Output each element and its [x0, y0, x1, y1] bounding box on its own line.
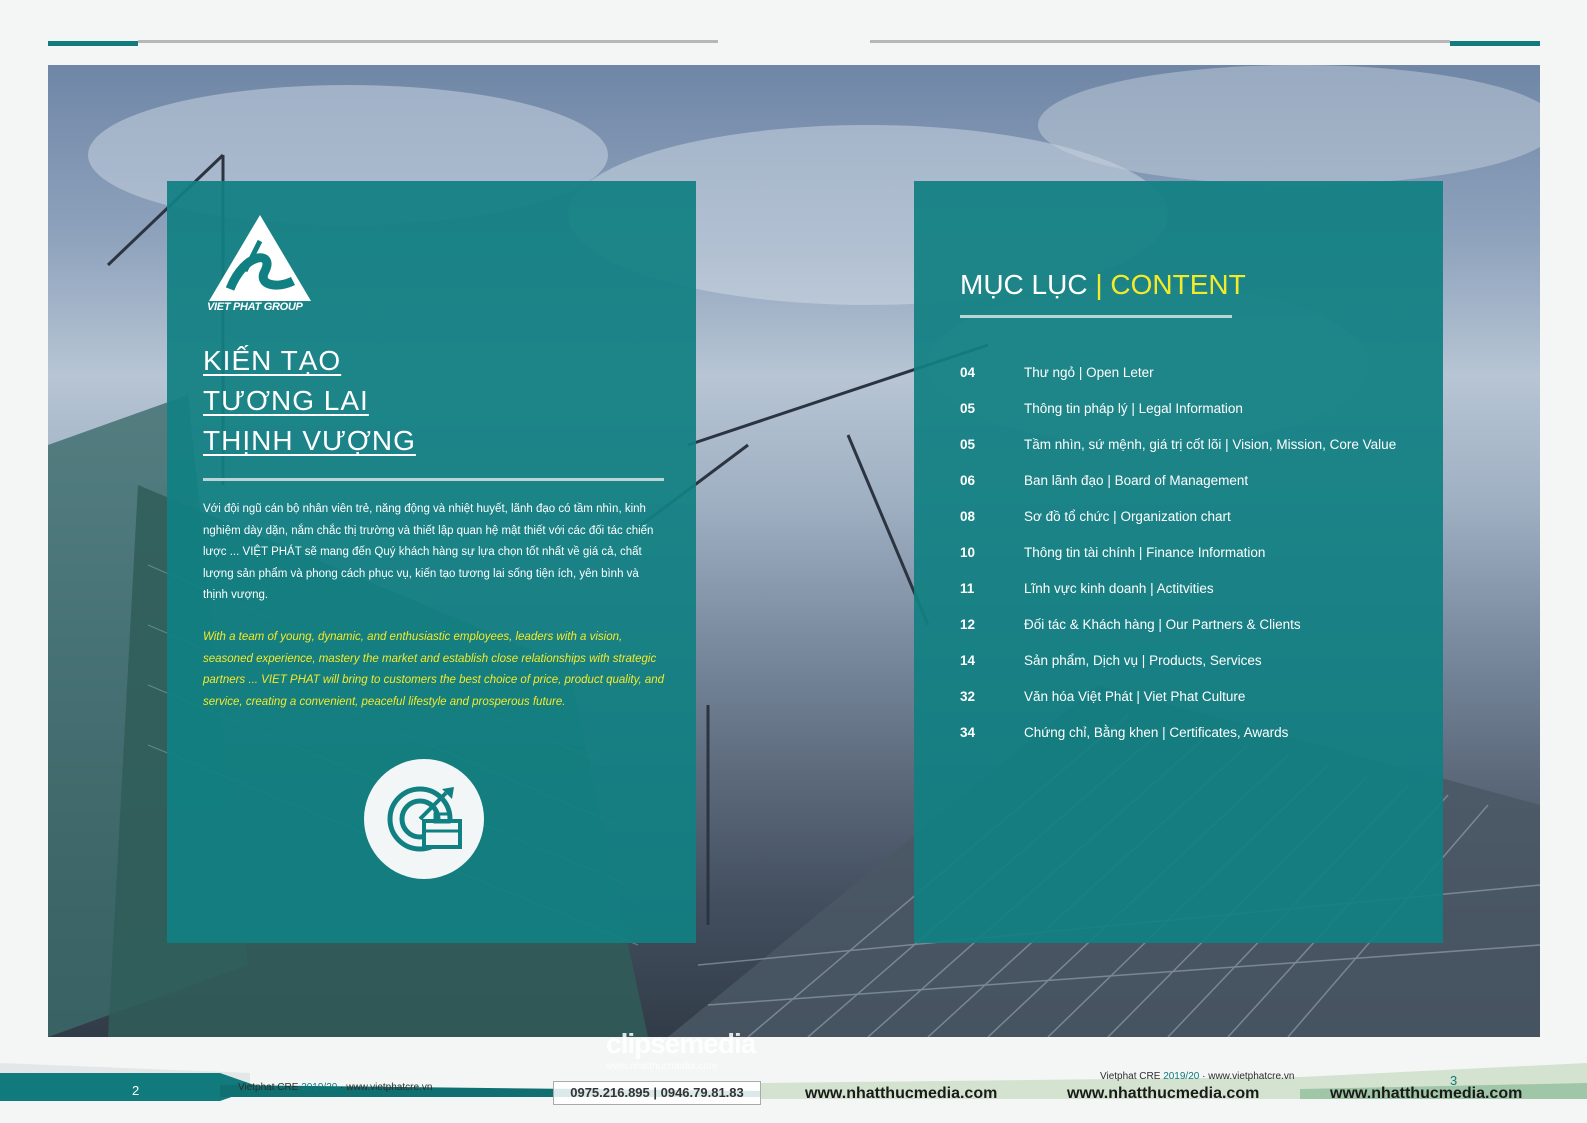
watermark-brand: clipsemedia [606, 1028, 756, 1059]
top-bar-left-accent [48, 41, 138, 46]
toc-entry-label: Đối tác & Khách hàng | Our Partners & Clients [1024, 617, 1301, 632]
toc-entry-label: Sản phẩm, Dịch vụ | Products, Services [1024, 653, 1262, 668]
toc-entry-label: Chứng chỉ, Bằng khen | Certificates, Awards [1024, 725, 1289, 740]
toc-list [960, 365, 1430, 761]
toc-entry[interactable] [960, 689, 1430, 725]
headline-line-1: KIẾN TẠO [203, 345, 342, 376]
toc-title-en: CONTENT [1110, 269, 1246, 300]
toc-page-number: 08 [960, 509, 976, 524]
toc-entry[interactable] [960, 365, 1430, 401]
intro-paragraph-english: With a team of young, dynamic, and enthusiastic employees, leaders with a vision, seasoned experience, mastery the market and establish close relationships with strategic partners ... VIET PHAT will bring to customers the best choice of price, product quality, and service, creating a convenient, peaceful lifestyle and prosperous future. [203, 631, 665, 708]
toc-title-separator: | [1095, 269, 1103, 300]
page-number-right: 3 [1450, 1073, 1458, 1088]
headline [203, 341, 416, 461]
toc-entry-label: Thư ngỏ | Open Leter [1024, 365, 1154, 380]
top-bar-right-line [870, 40, 1450, 43]
footer-left-site[interactable]: · www.vietphatcre.vn [340, 1082, 433, 1093]
target-briefcase-icon [364, 759, 484, 879]
footer-right [1100, 1071, 1294, 1082]
toc-entry[interactable] [960, 653, 1430, 689]
logo-text: VIET PHAT GROUP [207, 301, 303, 313]
toc-entry[interactable] [960, 581, 1430, 617]
top-bar-right-accent [1450, 41, 1540, 46]
watermark-site: www.nhatthucmedia.com [1067, 1085, 1260, 1102]
toc-entry[interactable] [960, 437, 1430, 473]
toc-entry-label: Thông tin pháp lý | Legal Information [1024, 401, 1243, 416]
toc-entry[interactable] [960, 401, 1430, 437]
footer-right-site[interactable]: · www.vietphatcre.vn [1202, 1071, 1295, 1082]
toc-page-number: 11 [960, 581, 975, 596]
watermark-phone: 0975.216.895 | 0946.79.81.83 [553, 1081, 761, 1105]
toc-page-number: 05 [960, 437, 976, 452]
toc-title-vi: MỤC LỤC [960, 269, 1088, 300]
headline-line-3: THỊNH VƯỢNG [203, 425, 416, 456]
toc-entry[interactable] [960, 545, 1430, 581]
toc-page-number: 32 [960, 689, 976, 704]
toc-entry-label: Ban lãnh đạo | Board of Management [1024, 473, 1249, 488]
toc-entry[interactable] [960, 509, 1430, 545]
footer-left-year: 2019/20 [301, 1082, 338, 1093]
page-number-left: 2 [132, 1083, 140, 1098]
toc-entry-label: Thông tin tài chính | Finance Information [1024, 545, 1266, 560]
top-bar-left-line [138, 40, 718, 43]
watermark-site: www.nhatthucmedia.com [805, 1085, 998, 1102]
toc-entry[interactable] [960, 617, 1430, 653]
toc-page-number: 14 [960, 653, 976, 668]
toc-entry-label: Tầm nhìn, sứ mệnh, giá trị cốt lõi | Vision, Mission, Core Value [1024, 437, 1397, 452]
toc-title-underline [960, 315, 1232, 318]
toc-title [960, 269, 1246, 301]
watermark-site: www.nhatthucmedia.com [1330, 1085, 1523, 1102]
toc-page-number: 34 [960, 725, 976, 740]
headline-line-2: TƯƠNG LAI [203, 385, 369, 416]
toc-entry[interactable] [960, 725, 1430, 761]
toc-entry-label: Văn hóa Việt Phát | Viet Phat Culture [1024, 689, 1246, 704]
table-of-contents-panel [914, 181, 1443, 943]
toc-page-number: 06 [960, 473, 976, 488]
footer-right-year: 2019/20 [1163, 1071, 1200, 1082]
toc-entry-label: Lĩnh vực kinh doanh | Actitvities [1024, 581, 1214, 596]
intro-panel [167, 181, 696, 943]
toc-page-number: 05 [960, 401, 976, 416]
toc-entry-label: Sơ đồ tổ chức | Organization chart [1024, 509, 1231, 524]
toc-page-number: 10 [960, 545, 976, 560]
footer-right-brand: Vietphat CRE [1100, 1071, 1161, 1082]
toc-page-number: 12 [960, 617, 976, 632]
footer-left-brand: Vietphat CRE [238, 1082, 299, 1093]
headline-divider [203, 478, 664, 481]
toc-entry[interactable] [960, 473, 1430, 509]
intro-paragraph-vietnamese: Với đội ngũ cán bộ nhân viên trẻ, năng động và nhiệt huyết, lãnh đạo có tầm nhìn, kinh nghiệm dày dặn, nắm chắc thị trường và thiết lập quan hệ mật thiết với các đối tác chiến lược ... VIỆT PHÁT sẽ mang đến Quý khách hàng sự lựa chọn tốt nhất về giá cả, chất lượng sản phẩm và phong cách phục vụ, kiến tạo tương lai sống tiện ích, yên bình và thịnh vượng. [203, 503, 654, 601]
footer-left [238, 1082, 432, 1093]
toc-page-number: 04 [960, 365, 976, 380]
watermark-sub: www.nhatthucmedia.com [606, 1061, 718, 1072]
